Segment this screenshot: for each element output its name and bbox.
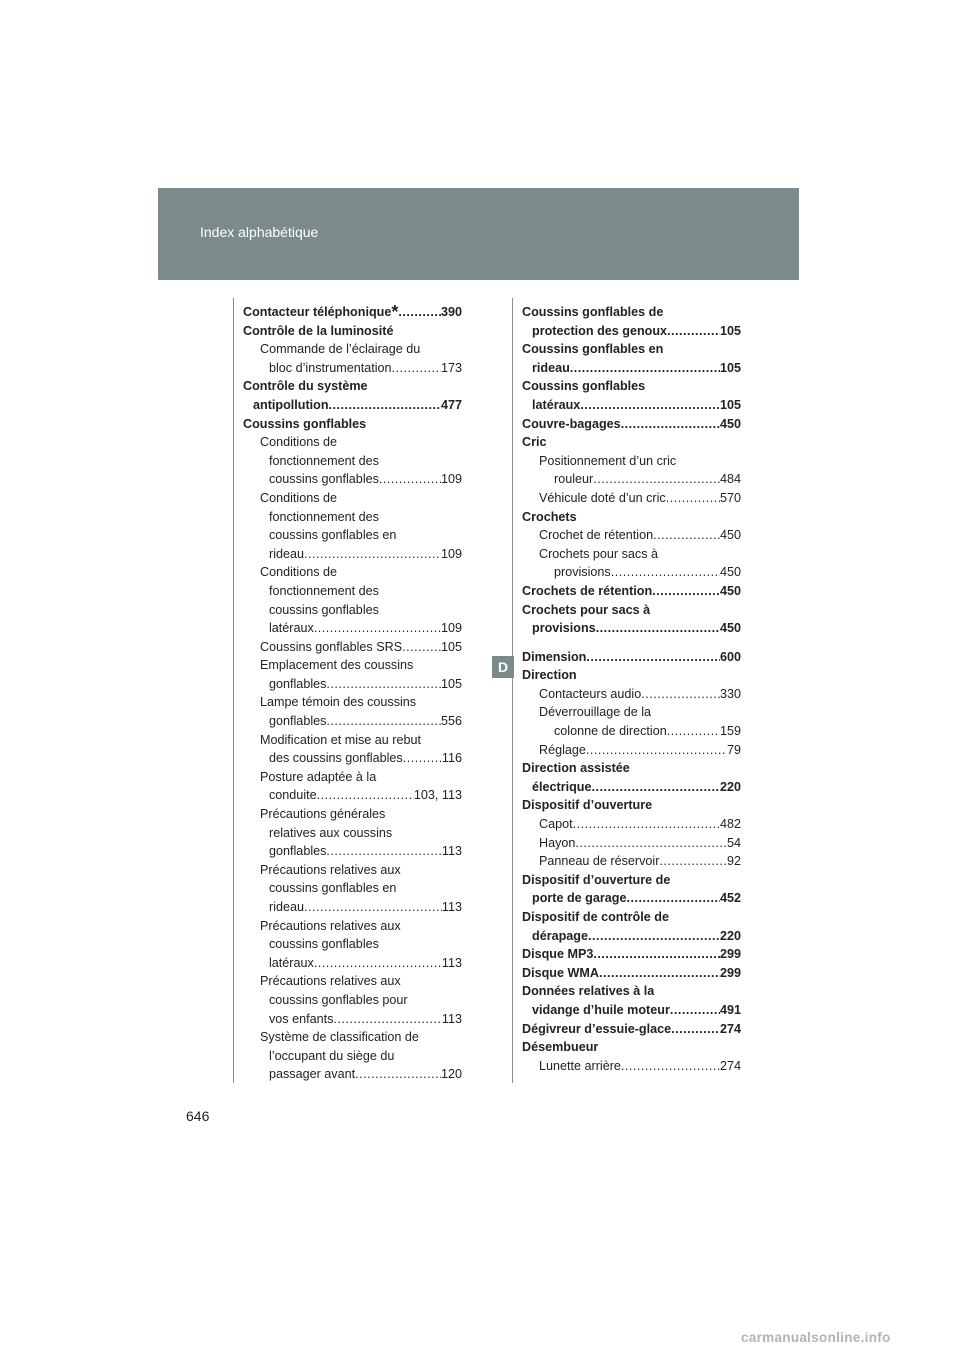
entry-text: provisions [532,621,596,636]
entry-text: Coussins gonflables [522,379,646,394]
index-subentry[interactable] [522,452,741,489]
leader-dots [666,489,720,508]
entry-text: rouleur [554,472,594,487]
page-reference[interactable]: 477 [440,397,462,412]
page-reference[interactable]: 570 [719,490,741,505]
entry-line [522,619,741,638]
page-reference[interactable]: 113 [441,955,462,970]
entry-line [522,945,741,964]
index-subentry[interactable] [243,656,462,693]
page-reference[interactable]: 120 [440,1067,462,1082]
entry-text: passager avant [269,1067,356,1082]
index-entry[interactable] [522,340,741,377]
index-subentry[interactable] [243,489,462,563]
index-column-left [243,303,462,1084]
entry-text: Conditions de [260,490,338,505]
page-reference[interactable]: 92 [726,854,741,869]
index-entry[interactable] [522,508,741,527]
entry-text: relatives aux coussins [269,825,393,840]
entry-text: Précautions relatives aux [260,918,401,933]
leader-dots [667,722,720,741]
page-reference[interactable]: 450 [719,621,741,636]
entry-text: coussins gonflables [269,602,379,617]
entry-text: rideau [269,900,305,914]
entry-line [243,396,462,415]
leader-dots [592,778,720,797]
index-entry[interactable] [522,601,741,638]
entry-line [260,1065,462,1084]
entry-line [522,582,741,601]
index-entry[interactable] [522,377,741,414]
leader-dots [626,889,720,908]
entry-line [539,489,741,508]
entry-text: Crochet de rétention [539,528,654,543]
entry-text: Désembueur [522,1040,599,1055]
entry-text: Direction assistée [522,761,630,776]
entry-text: des coussins gonflables [269,751,403,766]
leader-dots [403,749,442,768]
entry-line [522,1001,741,1020]
index-entry[interactable] [522,759,741,796]
entry-line [522,964,741,983]
entry-text: bloc d’instrumentation [269,360,392,375]
leader-dots [653,526,720,545]
section-tab-letter[interactable]: D [492,656,514,678]
entry-text: Véhicule doté d’un cric [539,490,666,505]
entry-line [260,786,462,805]
entry-text: Capot [539,817,573,832]
page-reference[interactable]: 220 [719,779,741,794]
index-subentry[interactable] [243,638,462,657]
index-entry[interactable] [522,1038,741,1057]
page-reference[interactable]: 109 [440,621,462,636]
entry-text: Crochets [522,509,577,524]
leader-dots [326,675,441,694]
leader-dots [329,396,441,415]
entry-line: Contacteur téléphonique * ..... 390 [243,303,462,322]
index-subentry[interactable] [243,972,462,1028]
index-subentry[interactable] [243,1028,462,1084]
entry-line [260,712,462,731]
entry-text: Emplacement des coussins [260,658,414,673]
page-reference[interactable]: 450 [719,416,741,431]
entry-text: Disque WMA [522,965,599,980]
entry-text: gonflables [269,676,327,691]
leader-dots [402,638,441,657]
entry-line [522,648,741,667]
entry-text: Couvre-bagages [522,416,621,431]
entry-text: coussins gonflables [269,472,379,487]
leader-dots [670,1001,720,1020]
entry-text: Coussins gonflables SRS [260,639,403,654]
leader-dots [588,927,720,946]
index-subentry[interactable] [522,703,741,740]
leader-dots [586,741,727,760]
index-entry[interactable] [522,964,741,983]
entry-line [260,638,462,657]
entry-line [522,927,741,946]
index-subentry[interactable] [522,852,741,871]
entry-text: fonctionnement des [269,509,379,524]
page-reference[interactable]: 330 [719,686,741,701]
entry-text: électrique [532,779,592,794]
entry-line [260,470,462,489]
entry-text: Coussins gonflables de [522,305,664,319]
index-subentry[interactable] [243,917,462,973]
leader-dots [599,964,720,983]
entry-text: conduite [269,788,317,803]
leader-dots [398,303,441,322]
leader-dots [573,815,720,834]
leader-dots [611,563,720,582]
index-subentry[interactable] [243,861,462,917]
entry-text: vidange d’huile moteur [532,1002,670,1017]
entry-text: Commande de l’éclairage du [260,342,421,357]
entry-text: Crochets pour sacs à [522,602,651,617]
entry-text: latéraux [532,397,581,412]
index-subentry[interactable] [522,834,741,853]
page-reference[interactable]: 109 [440,546,462,561]
entry-line [260,842,462,861]
page-reference[interactable]: 450 [719,583,741,598]
page-reference[interactable]: 105 [719,323,741,338]
index-entry[interactable] [522,415,741,434]
entry-text: latéraux [269,621,314,636]
leader-dots [575,834,727,853]
leader-dots [317,786,414,805]
entry-text: Déverrouillage de la [539,705,652,720]
entry-text: coussins gonflables [269,937,379,952]
index-subentry[interactable] [243,693,462,730]
page-reference[interactable]: 390 [440,305,462,319]
entry-text: Contacteur téléphonique [243,305,392,319]
page-reference[interactable]: 491 [719,1002,741,1017]
entry-text: colonne de direction [554,724,667,739]
left-column-rule [233,298,234,1083]
entry-line [539,526,741,545]
entry-line [522,1020,741,1039]
entry-line [522,889,741,908]
page-reference[interactable]: 105 [440,639,462,654]
index-entry[interactable] [522,666,741,685]
entry-text: Direction [522,668,577,683]
entry-line [539,563,741,582]
page-reference[interactable]: 105 [719,397,741,412]
leader-dots [314,619,441,638]
page-reference[interactable]: 79 [726,742,741,757]
page-reference[interactable]: 113 [441,844,462,859]
leader-dots [621,1057,720,1076]
center-column-rule [512,298,513,1083]
index-entry[interactable] [243,303,462,322]
entry-text: Contrôle du système [243,379,368,394]
entry-line [539,722,741,741]
entry-text: Positionnement d’un cric [539,453,677,468]
entry-text: Coussins gonflables en [522,342,664,357]
entry-text: Précautions relatives aux [260,974,401,989]
entry-line [260,619,462,638]
page-reference[interactable]: 113 [441,1011,462,1026]
watermark: carmanualsonline.info [741,1330,891,1345]
page-reference[interactable]: 274 [719,1058,741,1073]
entry-text: Dimension [522,649,587,664]
entry-text: Modification et mise au rebut [260,732,422,747]
index-subentry[interactable] [522,815,741,834]
entry-text: Données relatives à la [522,984,655,999]
page-reference[interactable]: 113 [441,900,462,914]
index-entry[interactable] [522,945,741,964]
entry-text: provisions [554,565,611,580]
header-title: Index alphabétique [200,224,319,240]
entry-text: fonctionnement des [269,453,379,468]
page-reference[interactable]: 109 [440,472,462,487]
entry-text: Disque MP3 [522,947,594,962]
entry-line [539,834,741,853]
leader-dots [304,545,441,564]
index-entry[interactable] [522,433,741,452]
page-reference[interactable]: 54 [726,835,741,850]
page-reference[interactable]: 220 [719,928,741,943]
entry-text: Précautions générales [260,807,386,822]
index-subentry[interactable] [243,563,462,637]
page-reference[interactable]: 173 [440,360,462,375]
leader-dots [621,415,720,434]
leader-dots [652,582,720,601]
page-reference[interactable]: 105 [440,676,462,691]
page-number: 646 [186,1108,210,1124]
index-entry[interactable] [522,582,741,601]
index-entry[interactable] [522,796,741,815]
leader-dots [326,712,441,731]
leader-dots [659,852,727,871]
entry-text: Lampe témoin des coussins [260,695,417,710]
entry-text: Réglage [539,742,586,757]
entry-text: Système de classification de [260,1030,419,1045]
entry-text: Contrôle de la luminosité [243,323,394,338]
page-reference[interactable]: 274 [719,1021,741,1036]
entry-text: Dispositif de contrôle de [522,910,669,924]
entry-text: rideau [532,360,570,375]
entry-text: Crochets de rétention [522,583,653,598]
page-reference[interactable]: 484 [719,472,741,487]
entry-text: coussins gonflables en [269,528,397,543]
index-subentry[interactable] [522,741,741,760]
leader-dots [570,359,720,378]
index-subentry[interactable] [522,489,741,508]
page-reference[interactable]: 103, 113 [413,788,462,803]
page-reference[interactable]: 105 [719,360,741,375]
index-entry[interactable] [243,377,462,414]
letter-gap [522,638,741,648]
index-entry[interactable] [522,303,741,340]
page-reference[interactable]: 556 [440,714,462,729]
index-entry[interactable] [522,908,741,945]
entry-text: Posture adaptée à la [260,769,377,784]
entry-text: Conditions de [260,435,338,450]
entry-text: Lunette arrière [539,1058,621,1073]
entry-line [539,685,741,704]
leader-dots [379,470,441,489]
entry-line [539,741,741,760]
entry-line [539,852,741,871]
leader-dots [326,842,442,861]
page-reference[interactable]: 450 [719,565,741,580]
leader-dots [355,1065,441,1084]
leader-dots [667,322,720,341]
entry-text: latéraux [269,955,314,970]
leader-dots [586,648,720,667]
entry-text: fonctionnement des [269,583,379,598]
entry-text: Panneau de réservoir [539,854,660,869]
index-entry[interactable] [522,648,741,667]
leader-dots [333,1010,442,1029]
page-reference[interactable]: 452 [719,891,741,906]
index-entry[interactable] [243,322,462,341]
leader-dots [314,954,442,973]
entry-text: Cric [522,435,547,450]
entry-text: antipollution [253,397,329,412]
entry-text: vos enfants [269,1011,334,1026]
entry-text: Dispositif d’ouverture [522,798,653,813]
entry-line [539,1057,741,1076]
index-subentry[interactable] [243,340,462,377]
entry-text: Hayon [539,835,576,850]
page-reference[interactable]: 482 [719,817,741,832]
entry-text: Conditions de [260,565,338,580]
leader-dots [671,1020,720,1039]
entry-text: dérapage [532,928,588,943]
entry-text: Contacteurs audio [539,686,642,701]
entry-line [522,359,741,378]
leader-dots [593,470,720,489]
index-entry[interactable] [522,982,741,1019]
entry-text: porte de garage [532,891,627,906]
entry-text: coussins gonflables en [269,881,397,896]
entry-text: gonflables [269,714,327,729]
entry-line [260,954,462,973]
entry-line [260,545,462,564]
page-reference[interactable]: 600 [719,649,741,664]
entry-text: rideau [269,546,305,561]
entry-line [260,359,462,378]
page-reference[interactable]: 299 [719,965,741,980]
entry-text: coussins gonflables pour [269,992,408,1007]
entry-line [260,1010,462,1029]
entry-text: gonflables [269,844,327,859]
index-subentry[interactable] [243,768,462,805]
entry-line [260,749,462,768]
index-subentry[interactable] [243,805,462,861]
entry-text: l’occupant du siège du [269,1048,395,1063]
page-reference[interactable]: 116 [441,751,462,766]
index-subentry[interactable] [522,526,741,545]
entry-text: Dégivreur d’essuie-glace [522,1021,672,1036]
leader-dots [641,685,720,704]
entry-line [522,396,741,415]
entry-text: protection des genoux [532,323,668,338]
entry-text: Coussins gonflables [243,416,367,431]
index-entry[interactable] [522,871,741,908]
index-subentry[interactable] [522,545,741,582]
entry-line [539,815,741,834]
index-subentry[interactable] [243,731,462,768]
index-entry[interactable] [243,415,462,434]
entry-line [522,778,741,797]
index-subentry[interactable] [522,685,741,704]
page-reference[interactable]: 299 [719,947,741,962]
leader-dots [304,898,442,917]
leader-dots [593,945,720,964]
entry-text: Crochets pour sacs à [539,546,658,561]
leader-dots [392,359,441,378]
index-subentry[interactable] [522,1057,741,1076]
header-bar [158,188,799,280]
entry-line [539,470,741,489]
entry-line [260,675,462,694]
leader-dots [596,619,720,638]
page-reference[interactable]: 159 [719,724,741,739]
entry-line [260,898,462,917]
entry-text: Dispositif d’ouverture de [522,872,671,887]
page-reference[interactable]: 450 [719,528,741,543]
leader-dots [580,396,720,415]
entry-line [522,322,741,341]
index-column-right [522,303,741,1075]
index-entry[interactable] [522,1020,741,1039]
entry-text: Précautions relatives aux [260,862,401,877]
entry-line [522,415,741,434]
index-subentry[interactable] [243,433,462,489]
